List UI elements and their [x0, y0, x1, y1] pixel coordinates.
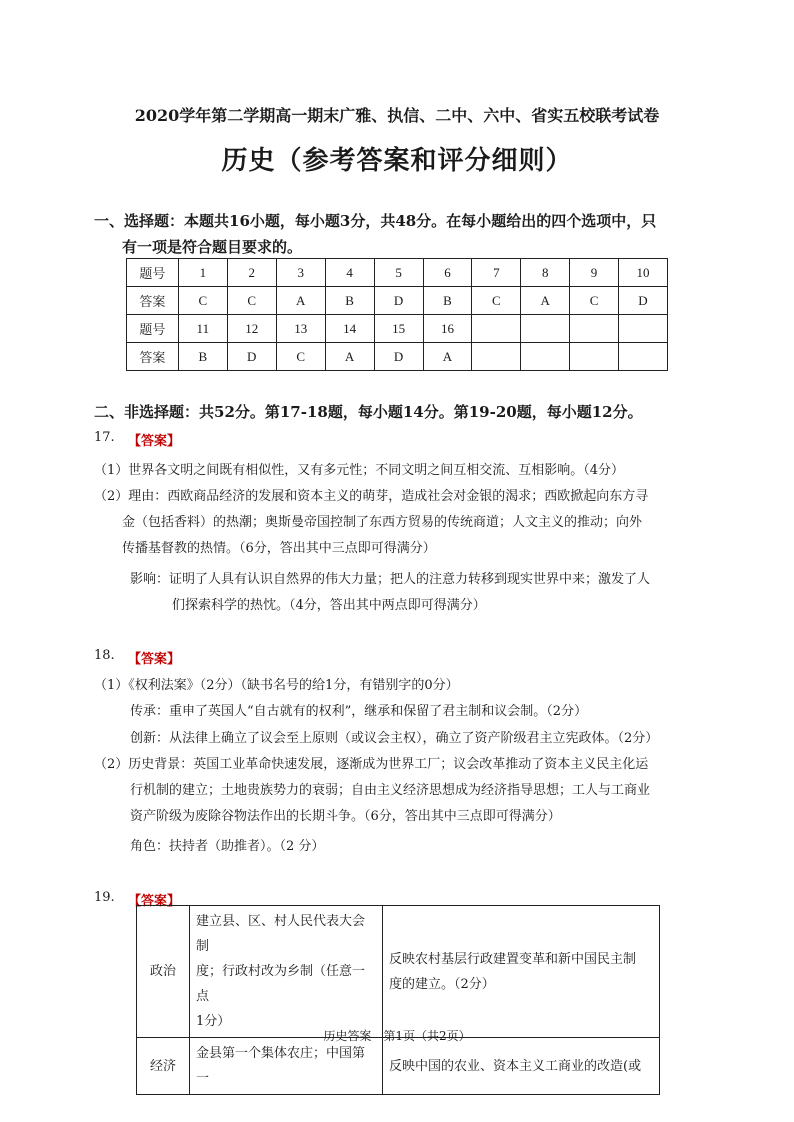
mc-table-cell — [570, 315, 619, 343]
mc-table-cell: 7 — [472, 259, 521, 287]
subject-title: 历史（参考答案和评分细则） — [221, 146, 573, 176]
mc-table-cell: D — [227, 343, 276, 371]
mc-table-cell: C — [276, 343, 325, 371]
q19-cell-content — [190, 1038, 383, 1095]
mc-table-cell: 11 — [178, 315, 227, 343]
mc-table-cell: 9 — [570, 259, 619, 287]
q19-cell-content — [190, 906, 383, 1038]
cell-line: 金县第一个集体农庄；中国第一 — [196, 1046, 366, 1086]
mc-table-cell — [521, 315, 570, 343]
q17-number: 17. — [94, 430, 115, 445]
q18-answer-tag: 【答案】 — [128, 652, 181, 667]
q18-line: （1）《权利法案》（2分）（缺书名号的给1分，有错别字的0分） — [94, 678, 459, 693]
mc-table-cell: 6 — [423, 259, 472, 287]
cell-line: 反映中国的农业、资本主义工商业的改造(或 — [389, 1058, 642, 1074]
q19-cell-content — [383, 1038, 660, 1095]
cell-line: 度；行政村改为乡制（任意一点 — [196, 964, 366, 1004]
q19-answer-table — [136, 905, 660, 1095]
mc-table-cell: C — [570, 287, 619, 315]
page-footer: 历史答案 第1页（共2页） — [323, 1029, 471, 1043]
q19-answer-tag: 【答案】 — [128, 894, 181, 909]
mc-table-row — [127, 315, 668, 343]
mc-row-header: 题号 — [127, 315, 179, 343]
mc-table-cell: 14 — [325, 315, 374, 343]
q18-line: 角色：扶持者（助推者）。（2 分） — [130, 839, 325, 854]
mc-table-row — [127, 287, 668, 315]
section1-heading-line2: 有一项是符合题目要求的。 — [122, 238, 303, 256]
cell-line: 1分） — [196, 1014, 231, 1029]
mc-table-cell: C — [472, 287, 521, 315]
cell-line: 反映农村基层行政建置变革和新中国民主制 — [389, 951, 637, 967]
mc-table-cell: B — [325, 287, 374, 315]
mc-table-cell — [472, 315, 521, 343]
mc-table-row — [127, 259, 668, 287]
q19-cell-content — [383, 906, 660, 1038]
q19-row-label: 经济 — [137, 1038, 190, 1095]
mc-table-cell — [570, 343, 619, 371]
q18-line: 创新：从法律上确立了议会至上原则（或议会主权），确立了资产阶级君主立宪政体。（2分） — [130, 731, 659, 746]
q17-answer-tag: 【答案】 — [128, 434, 181, 449]
mc-table-cell: 15 — [374, 315, 423, 343]
mc-table-cell: D — [374, 343, 423, 371]
q17-line: 们探索科学的热忱。（4分，答出其中两点即可得满分） — [172, 598, 486, 613]
cell-line: 度的建立。（2分） — [389, 976, 495, 992]
q18-line: 行机制的建立；土地贵族势力的衰弱；自由主义经济思想成为经济指导思想；工人与工商业 — [130, 783, 651, 798]
mc-table-cell: 10 — [618, 259, 667, 287]
q19-number: 19. — [94, 890, 115, 905]
mc-table-cell: 16 — [423, 315, 472, 343]
mc-table-cell: B — [178, 343, 227, 371]
mc-table-cell: A — [325, 343, 374, 371]
section2-heading: 二、非选择题：共52分。第17-18题，每小题14分。第19-20题，每小题12分。 — [94, 403, 643, 421]
q18-line: 资产阶级为废除谷物法作出的长期斗争。（6分，答出其中三点即可得满分） — [130, 809, 561, 824]
q17-line: 影响：证明了人具有认识自然界的伟大力量；把人的注意力转移到现实世界中来；激发了人 — [130, 572, 651, 587]
mc-table-cell: 5 — [374, 259, 423, 287]
mc-row-header: 答案 — [127, 287, 179, 315]
mc-table-cell: D — [618, 287, 667, 315]
q17-line: 金（包括香料）的热潮；奥斯曼帝国控制了东西方贸易的传统商道；人文主义的推动；向外 — [122, 515, 643, 530]
mc-row-header: 答案 — [127, 343, 179, 371]
mc-table-cell: A — [423, 343, 472, 371]
mc-table-row — [127, 343, 668, 371]
mc-table-cell: C — [178, 287, 227, 315]
mc-table-cell: 2 — [227, 259, 276, 287]
mc-table-cell — [521, 343, 570, 371]
q18-number: 18. — [94, 648, 115, 663]
mc-table-cell: 4 — [325, 259, 374, 287]
mc-table-cell: 3 — [276, 259, 325, 287]
mc-table-cell — [618, 315, 667, 343]
q19-row-economy — [137, 1038, 660, 1095]
section1-heading-line1: 一、选择题：本题共16小题，每小题3分，共48分。在每小题给出的四个选项中，只 — [94, 212, 657, 230]
mc-answer-table — [126, 258, 668, 371]
mc-table-cell: D — [374, 287, 423, 315]
exam-title: 2020学年第二学期高一期末广雅、执信、二中、六中、省实五校联考试卷 — [134, 106, 660, 125]
mc-table-cell — [618, 343, 667, 371]
cell-line: 建立县、区、村人民代表大会制 — [196, 914, 366, 954]
mc-table-cell: 13 — [276, 315, 325, 343]
mc-row-header: 题号 — [127, 259, 179, 287]
q17-line: （1）世界各文明之间既有相似性，又有多元性；不同文明之间互相交流、互相影响。（4分） — [94, 463, 625, 478]
mc-table-cell: 8 — [521, 259, 570, 287]
mc-table-cell — [472, 343, 521, 371]
q18-line: （2）历史背景：英国工业革命快速发展，逐渐成为世界工厂；议会改革推动了资本主义民主化运 — [94, 757, 649, 772]
q17-line: （2）理由：西欧商品经济的发展和资本主义的萌芽，造成社会对金银的渴求；西欧掀起向东方寻 — [94, 489, 649, 504]
q18-line: 传承：重申了英国人“自古就有的权利”，继承和保留了君主制和议会制。（2分） — [130, 704, 588, 719]
q19-row-politics — [137, 906, 660, 1038]
mc-table-cell: C — [227, 287, 276, 315]
mc-table-cell: 1 — [178, 259, 227, 287]
mc-table-cell: A — [276, 287, 325, 315]
mc-table-cell: 12 — [227, 315, 276, 343]
q19-row-label: 政治 — [137, 906, 190, 1038]
mc-table-cell: A — [521, 287, 570, 315]
mc-table-cell: B — [423, 287, 472, 315]
q17-line: 传播基督教的热情。（6分，答出其中三点即可得满分） — [122, 541, 436, 556]
